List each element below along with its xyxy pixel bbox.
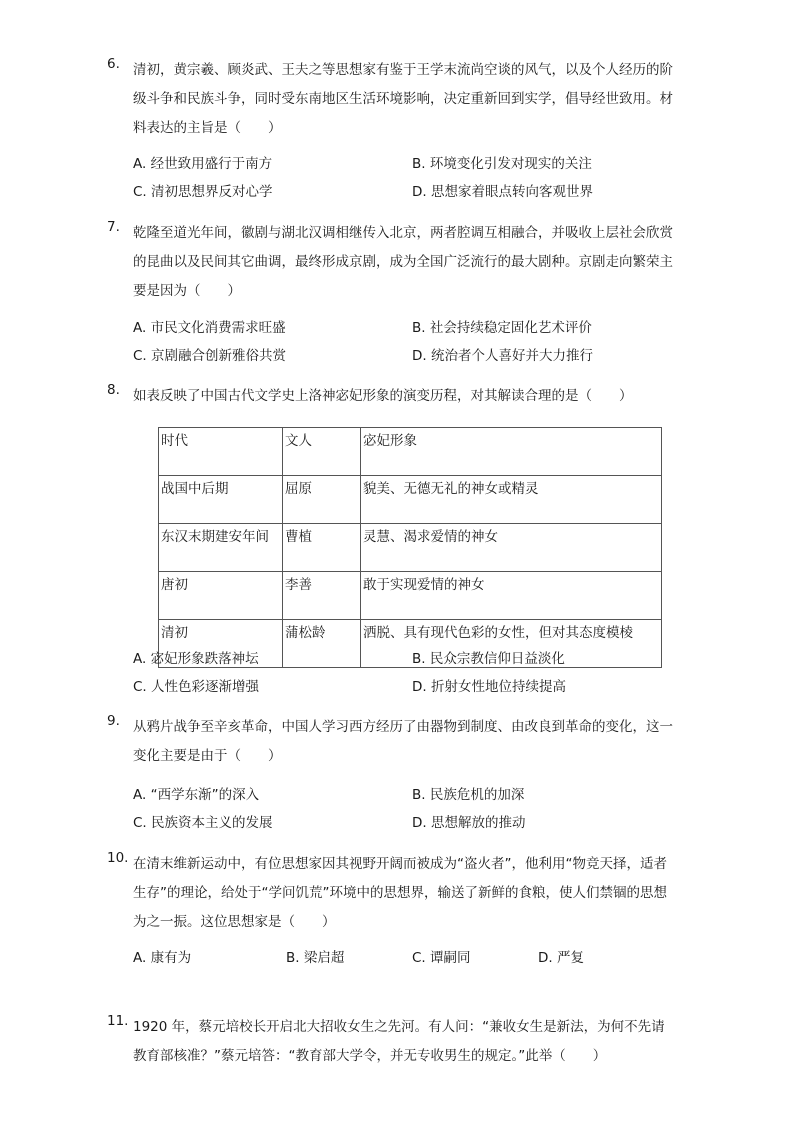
question-number: 9. xyxy=(107,713,120,729)
question-11 xyxy=(107,1013,673,1071)
question-stem: 清初，黄宗羲、顾炎武、王夫之等思想家有鉴于王学末流尚空谈的风气，以及个人经历的阶级斗争和民族斗争，同时受东南地区生活环境影响，决定重新回到实学，倡导经世致用。材料表达的主旨是（ ） xyxy=(133,62,673,136)
table-header-cell: 文人 xyxy=(283,428,361,476)
table-row xyxy=(159,572,662,620)
table-cell: 李善 xyxy=(283,572,361,620)
option-a[interactable]: A. 宓妃形象跌落神坛 xyxy=(133,651,259,667)
question-number: 6. xyxy=(107,56,120,72)
table-row xyxy=(159,476,662,524)
table-cell: 貌美、无德无礼的神女或精灵 xyxy=(361,476,662,524)
table-cell: 灵慧、渴求爱情的神女 xyxy=(361,524,662,572)
option-d[interactable]: D. 严复 xyxy=(538,950,584,966)
question-stem: 乾隆至道光年间，徽剧与湖北汉调相继传入北京，两者腔调互相融合，并吸收上层社会欣赏的昆曲以及民间其它曲调，最终形成京剧，成为全国广泛流行的最大剧种。京剧走向繁荣主要是因为（ ） xyxy=(133,225,673,299)
question-stem: 从鸦片战争至辛亥革命，中国人学习西方经历了由器物到制度、由改良到革命的变化，这一变化主要是由于（ ） xyxy=(133,719,673,764)
question-number: 11. xyxy=(107,1013,129,1029)
question-9 xyxy=(107,713,673,771)
options-10 xyxy=(133,944,673,972)
question-stem: 在清末维新运动中，有位思想家因其视野开阔而被成为“盗火者”，他利用“物竞天择，适者生存”的理论，给处于“学问饥荒”环境中的思想界，输送了新鲜的食粮，使人们禁锢的思想为之一振。这位思想家是（ ） xyxy=(133,856,667,930)
question-6 xyxy=(107,56,673,143)
option-a[interactable]: A. 经世致用盛行于南方 xyxy=(133,156,273,172)
options-8 xyxy=(133,645,673,701)
option-d[interactable]: D. 折射女性地位持续提高 xyxy=(412,679,566,695)
question-number: 8. xyxy=(107,382,120,398)
option-c[interactable]: C. 民族资本主义的发展 xyxy=(133,815,273,831)
option-a[interactable]: A. 市民文化消费需求旺盛 xyxy=(133,320,286,336)
option-d[interactable]: D. 统治者个人喜好并大力推行 xyxy=(412,348,593,364)
option-a[interactable]: A. “西学东渐”的深入 xyxy=(133,787,260,803)
option-b[interactable]: B. 社会持续稳定固化艺术评价 xyxy=(412,320,592,336)
table-row xyxy=(159,524,662,572)
question-number: 7. xyxy=(107,219,120,235)
table-cell: 战国中后期 xyxy=(159,476,283,524)
table-cell: 敢于实现爱情的神女 xyxy=(361,572,662,620)
question-7 xyxy=(107,219,673,306)
table-header-cell: 时代 xyxy=(159,428,283,476)
table-cell: 唐初 xyxy=(159,572,283,620)
options-9 xyxy=(133,781,673,837)
option-b[interactable]: B. 民族危机的加深 xyxy=(412,787,525,803)
question-stem: 如表反映了中国古代文学史上洛神宓妃形象的演变历程，对其解读合理的是（ ） xyxy=(133,388,633,404)
option-d[interactable]: D. 思想解放的推动 xyxy=(412,815,526,831)
option-a[interactable]: A. 康有为 xyxy=(133,950,192,966)
option-b[interactable]: B. 民众宗教信仰日益淡化 xyxy=(412,651,565,667)
options-7 xyxy=(133,314,673,370)
options-6 xyxy=(133,150,673,206)
option-c[interactable]: C. 京剧融合创新雅俗共赏 xyxy=(133,348,287,364)
option-d[interactable]: D. 思想家着眼点转向客观世界 xyxy=(412,184,593,200)
question-stem: 1920 年，蔡元培校长开启北大招收女生之先河。有人问：“兼收女生是新法，为何不先请教育部核准？”蔡元培答：“教育部大学令，并无专收男生的规定。”此举（ ） xyxy=(133,1019,665,1064)
option-b[interactable]: B. 梁启超 xyxy=(286,950,345,966)
table-cell: 东汉末期建安年间 xyxy=(159,524,283,572)
table-cell: 清初 xyxy=(159,620,283,668)
option-c[interactable]: C. 清初思想界反对心学 xyxy=(133,184,273,200)
question-10 xyxy=(107,850,673,937)
table-cell: 洒脱、具有现代色彩的女性，但对其态度模棱 xyxy=(361,620,662,668)
table-cell: 屈原 xyxy=(283,476,361,524)
mifei-table xyxy=(158,427,662,668)
table-header-cell: 宓妃形象 xyxy=(361,428,662,476)
option-c[interactable]: C. 人性色彩逐渐增强 xyxy=(133,679,260,695)
option-b[interactable]: B. 环境变化引发对现实的关注 xyxy=(412,156,592,172)
question-number: 10. xyxy=(107,850,129,866)
option-c[interactable]: C. 谭嗣同 xyxy=(412,950,471,966)
table-cell: 蒲松龄 xyxy=(283,620,361,668)
table-header-row xyxy=(159,428,662,476)
table-cell: 曹植 xyxy=(283,524,361,572)
question-8 xyxy=(107,382,673,411)
